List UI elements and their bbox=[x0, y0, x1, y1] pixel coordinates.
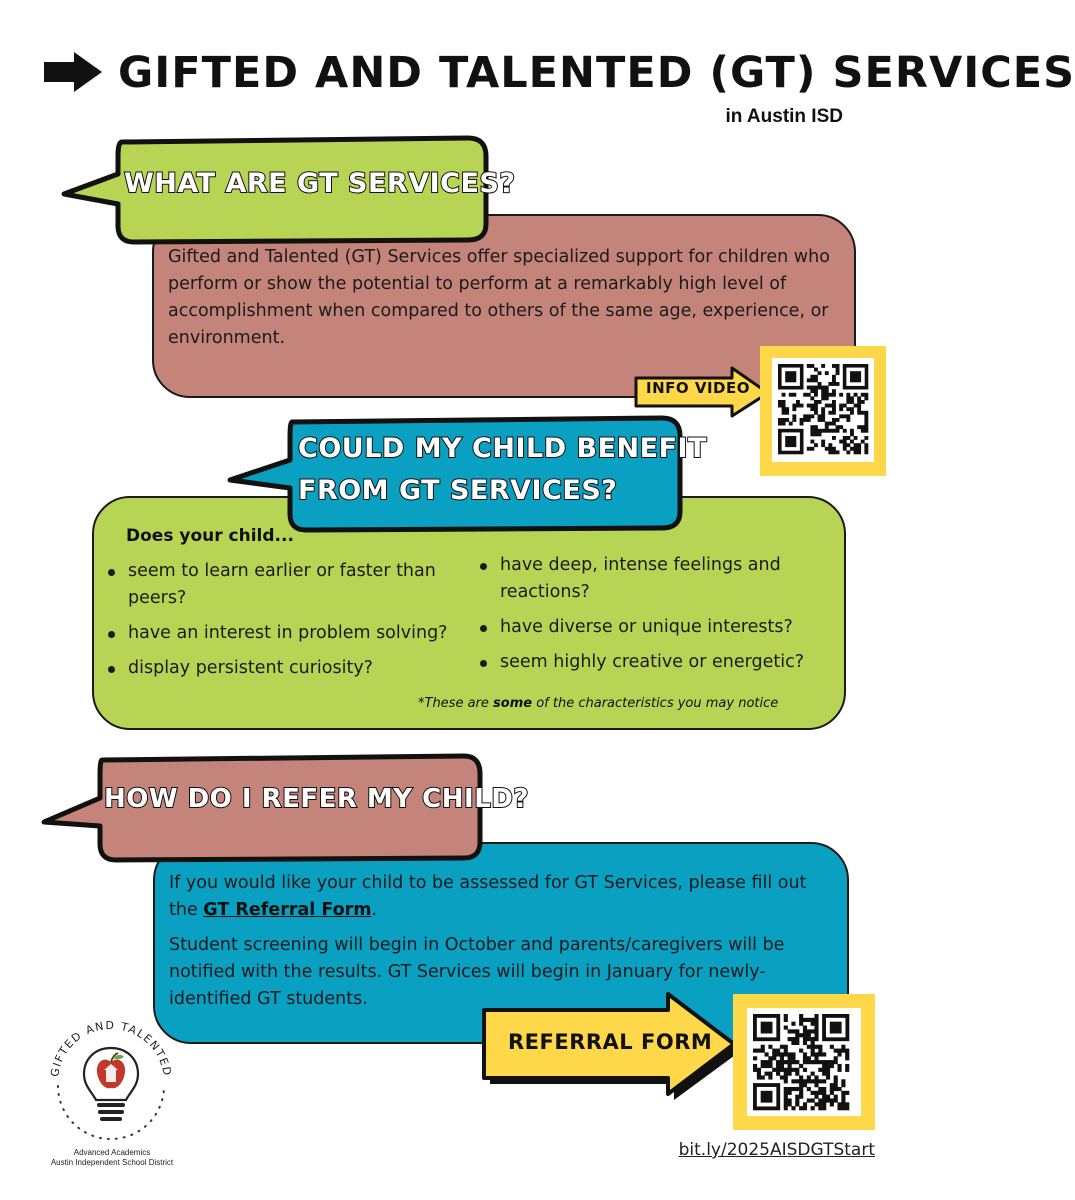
page-subtitle: in Austin ISD bbox=[725, 106, 843, 127]
qr-code-icon[interactable] bbox=[747, 1008, 861, 1116]
list-item: display persistent curiosity? bbox=[108, 655, 458, 682]
question-intro: Does your child... bbox=[126, 526, 294, 546]
screening-info: Student screening will begin in October and parents/caregivers will be notified with the results. GT Services will begin in January for newly-identified GT students. bbox=[169, 935, 785, 1009]
referral-instructions: If you would like your child to be assessed for GT Services, please fill out the GT Referral Form. bbox=[169, 873, 807, 920]
right-arrow-icon bbox=[44, 52, 102, 92]
characteristics-list-left bbox=[108, 558, 458, 690]
qr-code-icon[interactable] bbox=[772, 358, 874, 462]
short-url-link[interactable]: bit.ly/2025AISDGTStart bbox=[678, 1140, 875, 1160]
referral-qr-card[interactable] bbox=[733, 994, 875, 1130]
referral-form-link[interactable]: GT Referral Form bbox=[203, 900, 372, 920]
section-heading-refer: HOW DO I REFER MY CHILD? bbox=[104, 784, 529, 814]
gifted-talented-logo bbox=[36, 1004, 186, 1150]
section-heading-benefit: COULD MY CHILD BENEFIT FROM GT SERVICES? bbox=[298, 433, 707, 506]
section-heading-what: WHAT ARE GT SERVICES? bbox=[124, 168, 516, 199]
list-item: have deep, intense feelings and reactions? bbox=[480, 552, 830, 606]
logo-ring-text: GIFTED AND TALENTED bbox=[48, 1018, 174, 1078]
characteristics-list-right bbox=[480, 552, 830, 684]
list-item: seem highly creative or energetic? bbox=[480, 649, 830, 676]
list-item: have an interest in problem solving? bbox=[108, 620, 458, 647]
info-video-label[interactable]: INFO VIDEO bbox=[646, 379, 750, 397]
list-item: seem to learn earlier or faster than peers? bbox=[108, 558, 458, 612]
characteristics-footnote: *These are some of the characteristics you may notice bbox=[418, 696, 779, 711]
what-are-gt-description: Gifted and Talented (GT) Services offer specialized support for children who perform or show the potential to perform at a remarkably high level of accomplishment when compared to others of the same age, experience, or environment. bbox=[168, 247, 830, 348]
logo-caption: Advanced Academics Austin Independent School District bbox=[50, 1148, 174, 1167]
info-video-qr-card[interactable] bbox=[760, 346, 886, 476]
referral-form-label[interactable]: REFERRAL FORM bbox=[508, 1030, 713, 1054]
list-item: have diverse or unique interests? bbox=[480, 614, 830, 641]
page-title: GIFTED AND TALENTED (GT) SERVICES bbox=[118, 48, 1075, 98]
